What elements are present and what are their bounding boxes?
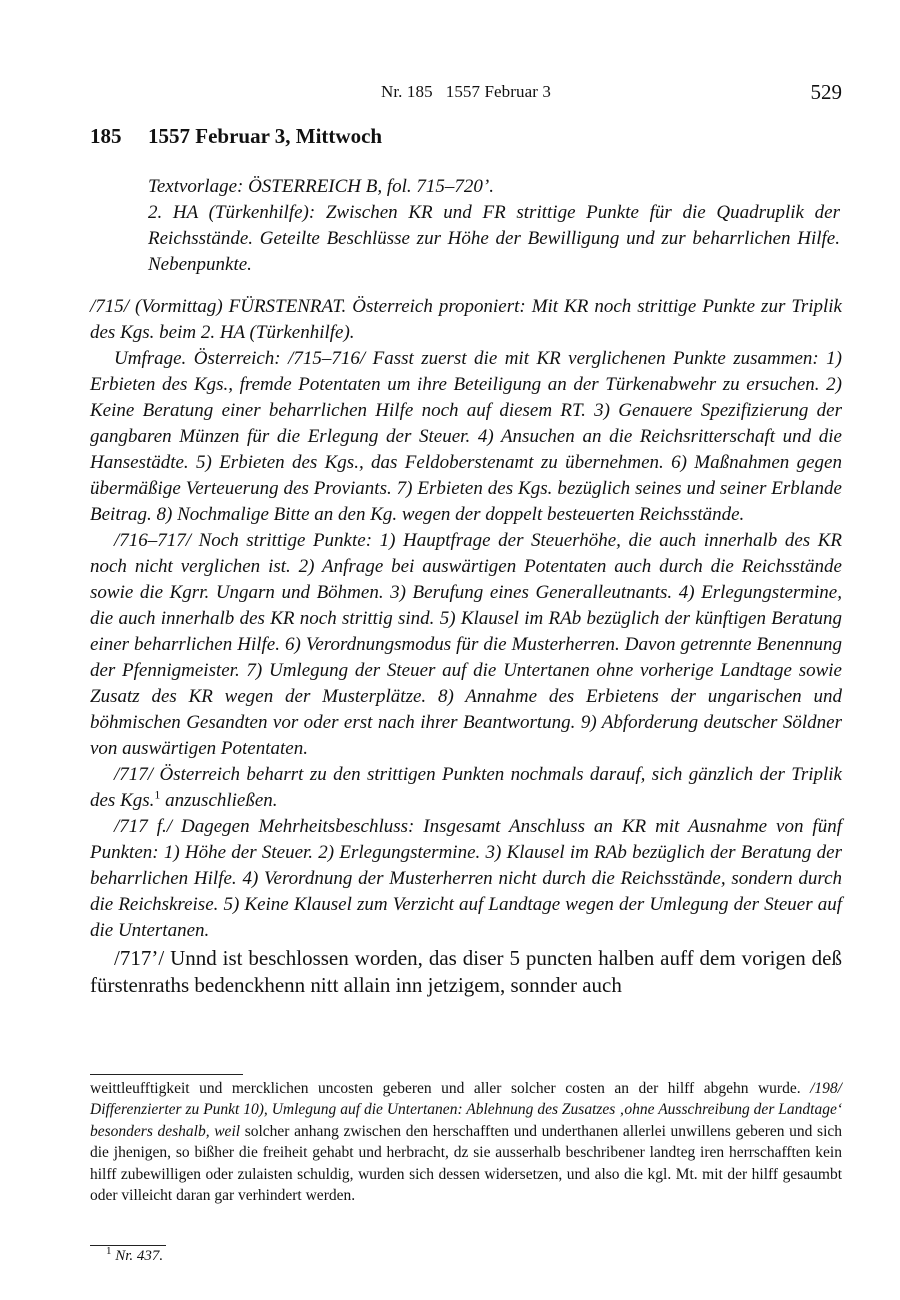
regest-summary: 2. HA (Türkenhilfe): Zwischen KR und FR strittige Punkte für die Quadruplik der Reichsstände. Geteilte Beschlüsse zur Höhe der Bewilligung und zur beharrlichen Hilfe. Nebenpunkte.	[148, 202, 840, 275]
source-line: Textvorlage: ÖSTERREICH B, fol. 715–720’.	[148, 176, 495, 197]
footnote-text: Nr. 437.	[115, 1248, 164, 1264]
protocol-paragraph-6: /717’/ Unnd ist beschlossen worden, das diser 5 puncten halben auff dem vorigen deß fürstenraths bedenckhenn nitt allain inn jetzigem, sonnder auch	[90, 946, 842, 997]
protocol-paragraph-1: /715/ (Vormittag) FÜRSTENRAT. Österreich proponiert: Mit KR noch strittige Punkte zur Triplik des Kgs. beim 2. HA (Türkenhilfe).	[90, 296, 842, 343]
protocol-paragraph-5: /717 f./ Dagegen Mehrheitsbeschluss: Insgesamt Anschluss an KR mit Ausnahme von fünf Punkten: 1) Höhe der Steuer. 2) Erlegungstermine. 3) Klausel im RAb bezüglich der Beratung der beharrlichen Hilfe. 4) Verordnung der Musterherren nicht durch die Reichsstände, sondern durch die Reichskreise. 5) Keine Klausel zum Verzicht auf Landtage wegen der Umlegung der Steuer auf die Untertanen.	[90, 816, 842, 941]
quote-note-text	[90, 1078, 842, 1206]
protocol-paragraph-3: /716–717/ Noch strittige Punkte: 1) Hauptfrage der Steuerhöhe, die auch innerhalb des KR noch nicht verglichen ist. 2) Anfrage bei auswärtigen Potentaten auch durch die Reichsstände sowie die Kgrr. Ungarn und Böhmen. 3) Berufung eines Generalleutnants. 4) Erlegungstermine, die auch innerhalb des KR noch strittig sind. 5) Klausel im RAb bezüglich der künftigen Beratung einer beharrlichen Hilfe. 6) Verordnungsmodus für die Musterherren. Davon getrennte Benennung der Pfennigmeister. 7) Umlegung der Steuer auf die Untertanen ohne vorherige Landtage sowie Zusatz des KR wegen der Musterplätze. 8) Annahme des Erbietens der ungarischen und böhmischen Gesandten vor oder erst nach ihrer Beantwortung. 9) Abforderung deutscher Söldner von auswärtigen Potentaten.	[90, 530, 842, 759]
running-head	[90, 80, 842, 108]
quote-part-3: solcher anhang zwischen den herschafften und underthanen allerlei unwillens geberen und sich die jhenigen, so bißher die freiheit gehabt und herbracht, dz sie ausserhalb beschribener landteg iren herrschafften kein hilff zubewilligen oder zulaisten schuldig, wurden sich dessen widersetzen, und also die kgl. Mt. mit der hilff gesaumbt oder villeicht daran gar verhindert werden.	[90, 1122, 843, 1205]
footnote-separator-rule	[90, 1245, 166, 1246]
quote-note	[90, 1078, 842, 1206]
protocol-paragraph-4	[90, 762, 842, 814]
page-number: 529	[810, 80, 842, 104]
document-page	[90, 0, 842, 1300]
protocol-text	[90, 294, 842, 999]
running-title: Nr. 185 1557 Februar 3	[380, 82, 552, 101]
paragraph-4-tail: anzuschließen.	[160, 790, 278, 811]
regest-block	[148, 174, 840, 278]
quote-part-1: weittleufftigkeit und mercklichen uncosten geberen und aller solcher costen an der hilff abgehn wurde.	[90, 1080, 811, 1097]
document-number: 185	[90, 124, 122, 148]
quote-separator-rule	[90, 1074, 243, 1075]
protocol-paragraph-2: Umfrage. Österreich: /715–716/ Fasst zuerst die mit KR verglichenen Punkte zusammen: 1) Erbieten des Kgs., fremde Potentaten um ihre Beteiligung an der Türkenabwehr zu ersuchen. 2) Keine Beratung einer beharrlichen Hilfe noch auf diesem RT. 3) Genauere Spezifizierung der gangbaren Münzen für die Erlegung der Steuer. 4) Ansuchen an die Reichsritterschaft und die Hansestädte. 5) Erbieten des Kgs., das Feldoberstenamt zu übernehmen. 6) Maßnahmen gegen übermäßige Verteuerung des Proviants. 7) Erbieten des Kgs. bezüglich seines und seiner Erblande Beitrag. 8) Nochmalige Bitte an den Kg. wegen der doppelt besteuerten Reichsstände.	[90, 348, 842, 525]
footnote-number: 1	[106, 1245, 112, 1257]
document-date: 1557 Februar 3, Mittwoch	[148, 124, 383, 148]
footnote-marker[interactable]: 1	[154, 787, 161, 802]
paragraph-4-text: /717/ Österreich beharrt zu den strittigen Punkten nochmals darauf, sich gänzlich der Triplik des Kgs.	[90, 764, 842, 811]
document-heading	[90, 124, 382, 149]
quote-part-2: /198/ Differenzierter zu Punkt 10), Umlegung auf die Untertanen: Ablehnung des Zusatzes ‚ohne Ausschreibung der Landtage‘ besonders deshalb, weil	[90, 1080, 842, 1140]
footnote-1	[106, 1245, 164, 1265]
